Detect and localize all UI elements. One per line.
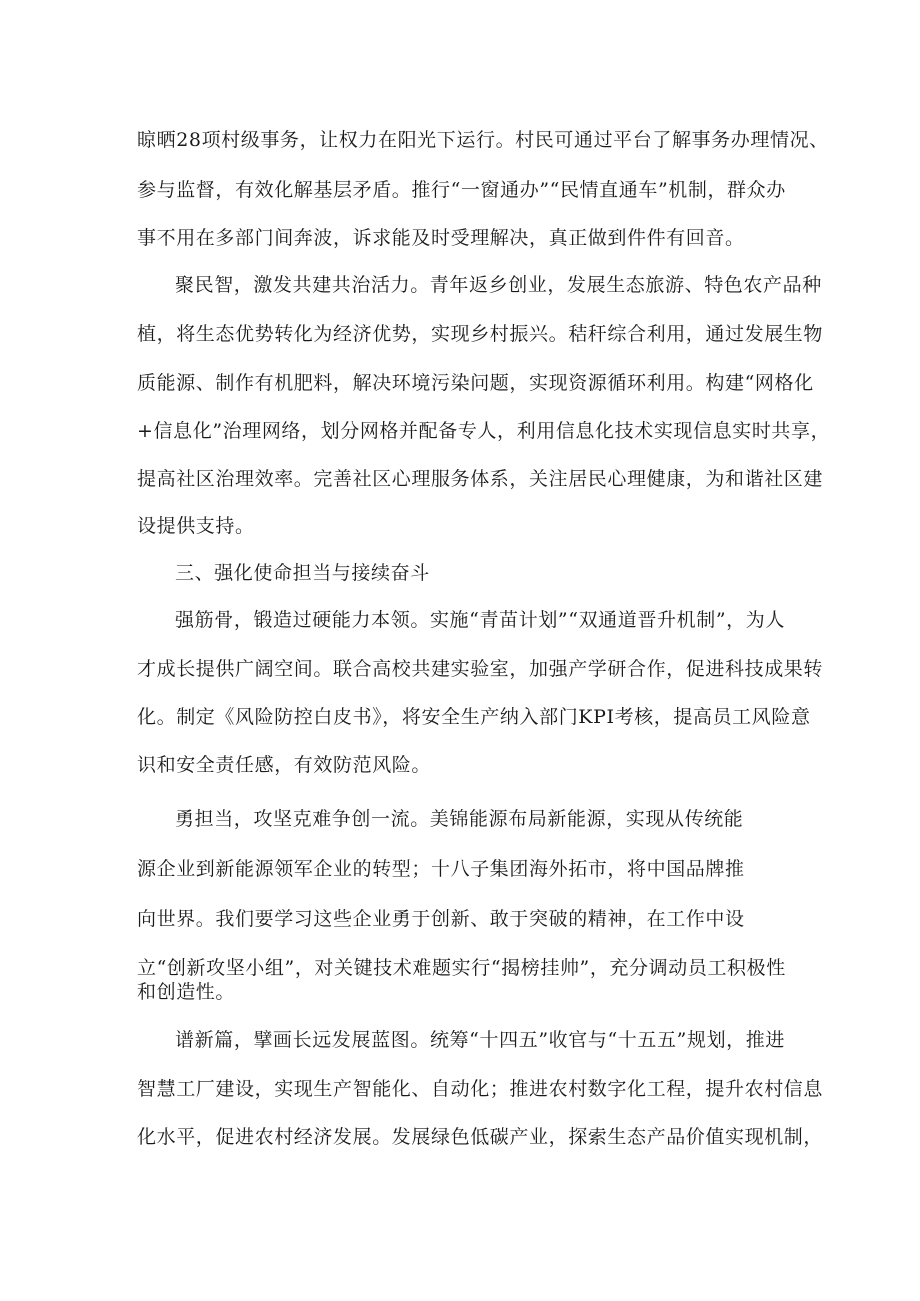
paragraph-4-line-5: 和创造性。 [137, 981, 236, 1003]
paragraph-2-line-4: +信息化”治理网络，划分网格并配备专人，利用信息化技术实现信息实时共享， [137, 420, 831, 442]
paragraph-1-line-3: 事不用在多部门间奔波，诉求能及时受理解决，真正做到件件有回音。 [137, 227, 745, 249]
paragraph-1-line-1: 晾晒28项村级事务，让权力在阳光下运行。村民可通过平台了解事务办理情况、 [137, 129, 829, 151]
paragraph-4-line-2: 源企业到新能源领军企业的转型；十八子集团海外拓市，将中国品牌推 [137, 858, 745, 880]
paragraph-2-line-1: 聚民智，激发共建共治活力。青年返乡创业，发展生态旅游、特色农产品种 [175, 274, 822, 296]
paragraph-5-line-2: 智慧工厂建设，实现生产智能化、自动化；推进农村数字化工程，提升农村信息 [137, 1078, 824, 1100]
paragraph-4-line-1: 勇担当，攻坚克难争创一流。美锦能源布局新能源，实现从传统能 [175, 808, 744, 830]
paragraph-3-line-1: 强筋骨，锻造过硬能力本领。实施“青苗计划”“双通道晋升机制”，为人 [175, 609, 785, 631]
paragraph-2-line-6: 设提供支持。 [137, 515, 255, 537]
paragraph-2-line-2: 植，将生态优势转化为经济优势，实现乡村振兴。秸秆综合利用，通过发展生物 [137, 323, 824, 345]
paragraph-5-line-1: 谱新篇，擘画长远发展蓝图。统筹“十四五”收官与“十五五”规划，推进 [175, 1029, 785, 1051]
paragraph-3-line-3: 化。制定《风险防控白皮书》，将安全生产纳入部门KPI考核，提高员工风险意 [137, 706, 811, 728]
paragraph-3-line-2: 才成长提供广阔空间。联合高校共建实验室，加强产学研合作，促进科技成果转 [137, 658, 824, 680]
paragraph-4-line-3: 向世界。我们要学习这些企业勇于创新、敢于突破的精神，在工作中设 [137, 908, 745, 930]
paragraph-5-line-3: 化水平，促进农村经济发展。发展绿色低碳产业，探索生态产品价值实现机制， [137, 1126, 824, 1148]
paragraph-4-line-4: 立“创新攻坚小组”，对关键技术难题实行“揭榜挂帅”，充分调动员工积极性 [137, 957, 786, 979]
paragraph-1-line-2: 参与监督，有效化解基层矛盾。推行“一窗通办”“民情直通车”机制，群众办 [137, 179, 786, 201]
section-heading-3: 三、强化使命担当与接续奋斗 [175, 562, 430, 584]
paragraph-2-line-3: 质能源、制作有机肥料，解决环境污染问题，实现资源循环利用。构建“网格化 [137, 372, 814, 394]
paragraph-2-line-5: 提高社区治理效率。完善社区心理服务体系，关注居民心理健康，为和谐社区建 [137, 468, 824, 490]
paragraph-3-line-4: 识和安全责任感，有效防范风险。 [137, 754, 432, 776]
